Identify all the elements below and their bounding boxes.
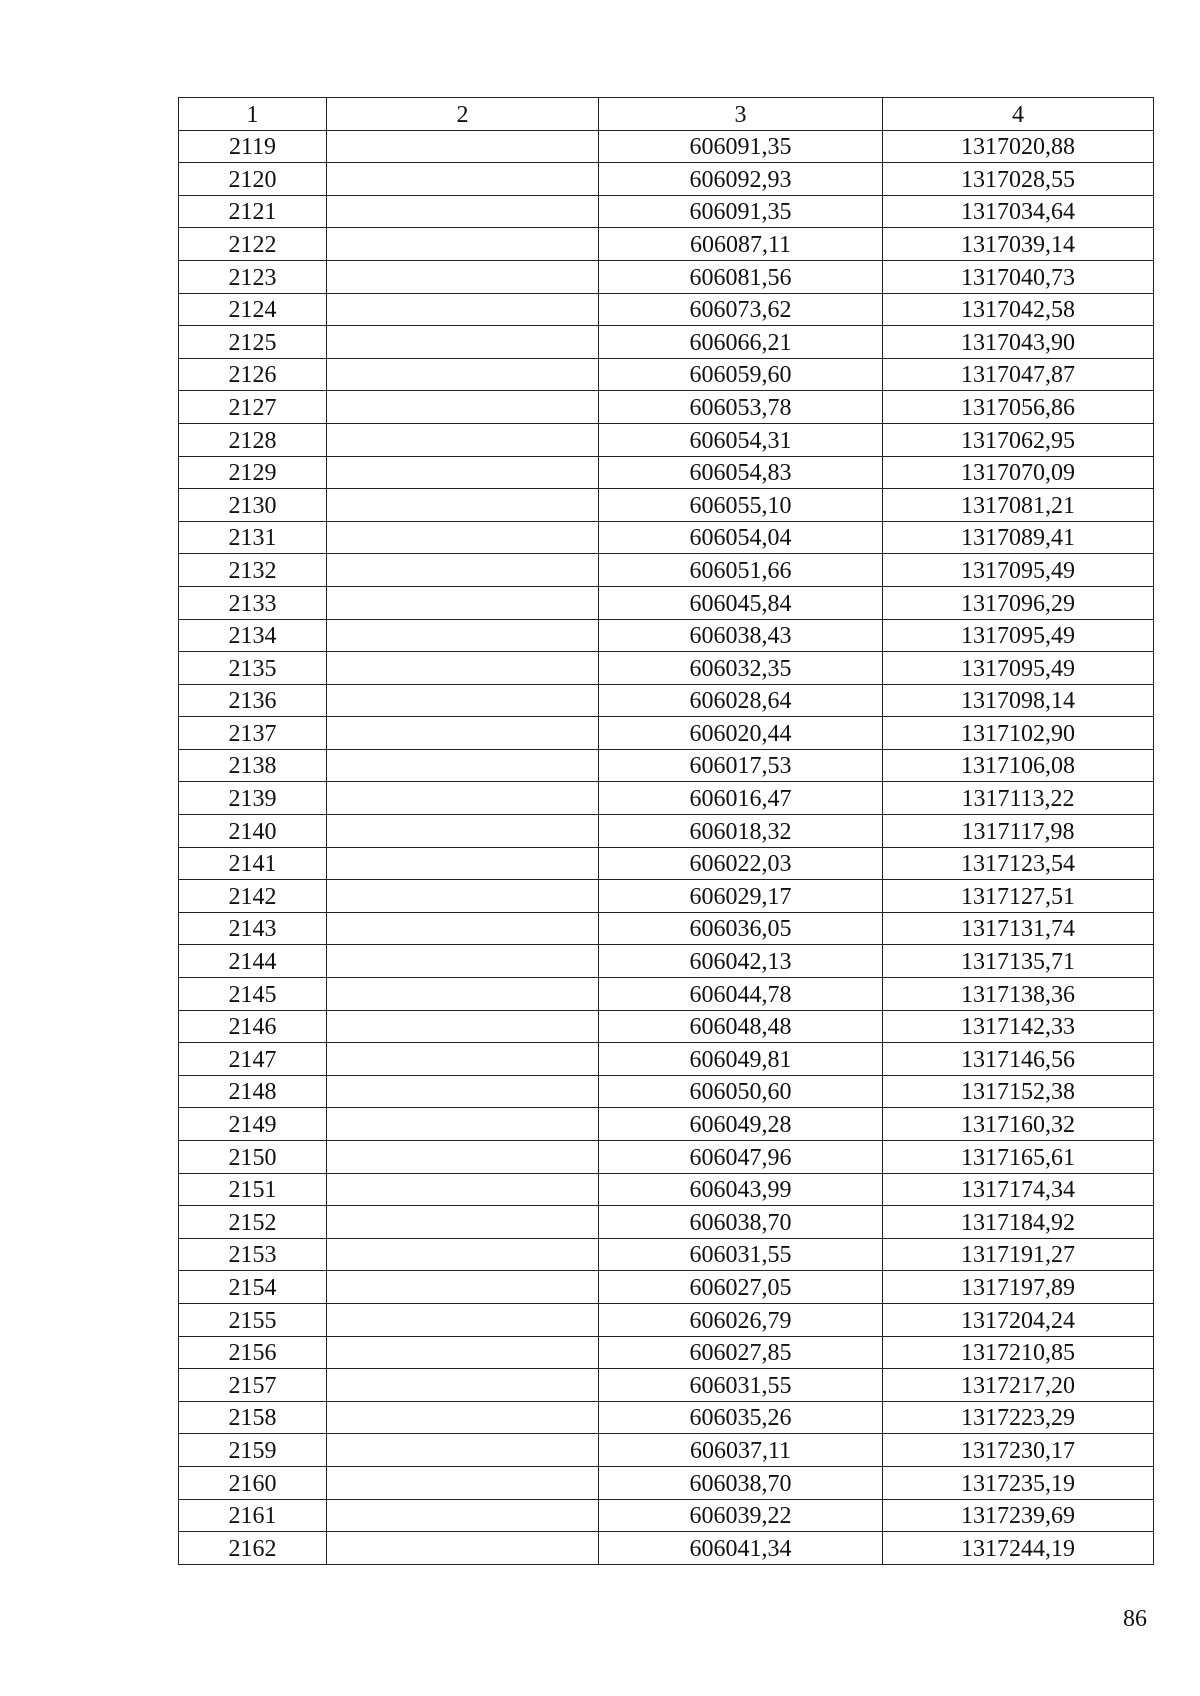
table-row xyxy=(179,1075,1154,1108)
point-number-cell: 2153 xyxy=(179,1238,327,1271)
table-row xyxy=(179,1173,1154,1206)
note-cell xyxy=(327,228,599,261)
y-coordinate-cell: 1317223,29 xyxy=(883,1401,1154,1434)
note-cell xyxy=(327,326,599,359)
note-cell xyxy=(327,195,599,228)
point-number-cell: 2140 xyxy=(179,815,327,848)
table-row xyxy=(179,1499,1154,1532)
x-coordinate-cell: 606066,21 xyxy=(599,326,883,359)
point-number-cell: 2119 xyxy=(179,130,327,163)
note-cell xyxy=(327,1108,599,1141)
y-coordinate-cell: 1317028,55 xyxy=(883,163,1154,196)
y-coordinate-cell: 1317142,33 xyxy=(883,1010,1154,1043)
point-number-cell: 2152 xyxy=(179,1206,327,1239)
table-row xyxy=(179,391,1154,424)
x-coordinate-cell: 606027,05 xyxy=(599,1271,883,1304)
note-cell xyxy=(327,782,599,815)
table-row xyxy=(179,423,1154,456)
y-coordinate-cell: 1317197,89 xyxy=(883,1271,1154,1304)
x-coordinate-cell: 606031,55 xyxy=(599,1369,883,1402)
note-cell xyxy=(327,293,599,326)
point-number-cell: 2143 xyxy=(179,912,327,945)
note-cell xyxy=(327,1173,599,1206)
point-number-cell: 2149 xyxy=(179,1108,327,1141)
table-row xyxy=(179,554,1154,587)
x-coordinate-cell: 606091,35 xyxy=(599,130,883,163)
y-coordinate-cell: 1317235,19 xyxy=(883,1466,1154,1499)
y-coordinate-cell: 1317098,14 xyxy=(883,684,1154,717)
point-number-cell: 2125 xyxy=(179,326,327,359)
point-number-cell: 2123 xyxy=(179,260,327,293)
y-coordinate-cell: 1317217,20 xyxy=(883,1369,1154,1402)
x-coordinate-cell: 606017,53 xyxy=(599,749,883,782)
y-coordinate-cell: 1317146,56 xyxy=(883,1043,1154,1076)
note-cell xyxy=(327,1532,599,1565)
table-row xyxy=(179,912,1154,945)
y-coordinate-cell: 1317095,49 xyxy=(883,619,1154,652)
point-number-cell: 2133 xyxy=(179,586,327,619)
table-row xyxy=(179,293,1154,326)
point-number-cell: 2154 xyxy=(179,1271,327,1304)
note-cell xyxy=(327,945,599,978)
x-coordinate-cell: 606016,47 xyxy=(599,782,883,815)
x-coordinate-cell: 606087,11 xyxy=(599,228,883,261)
note-cell xyxy=(327,652,599,685)
table-row xyxy=(179,456,1154,489)
note-cell xyxy=(327,456,599,489)
note-cell xyxy=(327,1434,599,1467)
point-number-cell: 2157 xyxy=(179,1369,327,1402)
x-coordinate-cell: 606032,35 xyxy=(599,652,883,685)
point-number-cell: 2160 xyxy=(179,1466,327,1499)
note-cell xyxy=(327,163,599,196)
table-row xyxy=(179,1369,1154,1402)
column-header-4: 4 xyxy=(883,98,1154,131)
table-row xyxy=(179,1434,1154,1467)
note-cell xyxy=(327,554,599,587)
point-number-cell: 2129 xyxy=(179,456,327,489)
note-cell xyxy=(327,391,599,424)
point-number-cell: 2134 xyxy=(179,619,327,652)
y-coordinate-cell: 1317070,09 xyxy=(883,456,1154,489)
note-cell xyxy=(327,1303,599,1336)
table-row xyxy=(179,749,1154,782)
table-row xyxy=(179,1271,1154,1304)
x-coordinate-cell: 606059,60 xyxy=(599,358,883,391)
table-row xyxy=(179,195,1154,228)
x-coordinate-cell: 606081,56 xyxy=(599,260,883,293)
note-cell xyxy=(327,749,599,782)
y-coordinate-cell: 1317160,32 xyxy=(883,1108,1154,1141)
note-cell xyxy=(327,1466,599,1499)
y-coordinate-cell: 1317204,24 xyxy=(883,1303,1154,1336)
point-number-cell: 2138 xyxy=(179,749,327,782)
y-coordinate-cell: 1317123,54 xyxy=(883,847,1154,880)
table-row xyxy=(179,782,1154,815)
point-number-cell: 2131 xyxy=(179,521,327,554)
table-row xyxy=(179,130,1154,163)
table-header-row xyxy=(179,98,1154,131)
column-header-2: 2 xyxy=(327,98,599,131)
y-coordinate-cell: 1317043,90 xyxy=(883,326,1154,359)
note-cell xyxy=(327,717,599,750)
y-coordinate-cell: 1317165,61 xyxy=(883,1141,1154,1174)
x-coordinate-cell: 606038,70 xyxy=(599,1466,883,1499)
point-number-cell: 2142 xyxy=(179,880,327,913)
x-coordinate-cell: 606048,48 xyxy=(599,1010,883,1043)
table-row xyxy=(179,586,1154,619)
point-number-cell: 2144 xyxy=(179,945,327,978)
note-cell xyxy=(327,1010,599,1043)
y-coordinate-cell: 1317117,98 xyxy=(883,815,1154,848)
table-row xyxy=(179,880,1154,913)
table-row xyxy=(179,1303,1154,1336)
table-row xyxy=(179,1401,1154,1434)
x-coordinate-cell: 606047,96 xyxy=(599,1141,883,1174)
y-coordinate-cell: 1317106,08 xyxy=(883,749,1154,782)
note-cell xyxy=(327,619,599,652)
x-coordinate-cell: 606073,62 xyxy=(599,293,883,326)
note-cell xyxy=(327,1141,599,1174)
x-coordinate-cell: 606055,10 xyxy=(599,489,883,522)
point-number-cell: 2137 xyxy=(179,717,327,750)
table-row xyxy=(179,1043,1154,1076)
point-number-cell: 2158 xyxy=(179,1401,327,1434)
y-coordinate-cell: 1317127,51 xyxy=(883,880,1154,913)
note-cell xyxy=(327,978,599,1011)
y-coordinate-cell: 1317138,36 xyxy=(883,978,1154,1011)
table-row xyxy=(179,228,1154,261)
point-number-cell: 2130 xyxy=(179,489,327,522)
y-coordinate-cell: 1317174,34 xyxy=(883,1173,1154,1206)
x-coordinate-cell: 606022,03 xyxy=(599,847,883,880)
y-coordinate-cell: 1317020,88 xyxy=(883,130,1154,163)
y-coordinate-cell: 1317102,90 xyxy=(883,717,1154,750)
point-number-cell: 2147 xyxy=(179,1043,327,1076)
point-number-cell: 2132 xyxy=(179,554,327,587)
y-coordinate-cell: 1317210,85 xyxy=(883,1336,1154,1369)
x-coordinate-cell: 606042,13 xyxy=(599,945,883,978)
point-number-cell: 2135 xyxy=(179,652,327,685)
table-row xyxy=(179,1206,1154,1239)
note-cell xyxy=(327,1238,599,1271)
x-coordinate-cell: 606028,64 xyxy=(599,684,883,717)
note-cell xyxy=(327,521,599,554)
y-coordinate-cell: 1317040,73 xyxy=(883,260,1154,293)
note-cell xyxy=(327,1369,599,1402)
y-coordinate-cell: 1317047,87 xyxy=(883,358,1154,391)
x-coordinate-cell: 606049,81 xyxy=(599,1043,883,1076)
y-coordinate-cell: 1317191,27 xyxy=(883,1238,1154,1271)
table-row xyxy=(179,260,1154,293)
note-cell xyxy=(327,1336,599,1369)
point-number-cell: 2146 xyxy=(179,1010,327,1043)
x-coordinate-cell: 606043,99 xyxy=(599,1173,883,1206)
table-row xyxy=(179,1336,1154,1369)
x-coordinate-cell: 606020,44 xyxy=(599,717,883,750)
note-cell xyxy=(327,847,599,880)
table-row xyxy=(179,1532,1154,1565)
x-coordinate-cell: 606026,79 xyxy=(599,1303,883,1336)
point-number-cell: 2121 xyxy=(179,195,327,228)
note-cell xyxy=(327,586,599,619)
point-number-cell: 2124 xyxy=(179,293,327,326)
x-coordinate-cell: 606037,11 xyxy=(599,1434,883,1467)
y-coordinate-cell: 1317096,29 xyxy=(883,586,1154,619)
x-coordinate-cell: 606041,34 xyxy=(599,1532,883,1565)
x-coordinate-cell: 606053,78 xyxy=(599,391,883,424)
x-coordinate-cell: 606038,70 xyxy=(599,1206,883,1239)
y-coordinate-cell: 1317244,19 xyxy=(883,1532,1154,1565)
x-coordinate-cell: 606036,05 xyxy=(599,912,883,945)
table-row xyxy=(179,619,1154,652)
x-coordinate-cell: 606054,83 xyxy=(599,456,883,489)
column-header-3: 3 xyxy=(599,98,883,131)
note-cell xyxy=(327,1075,599,1108)
x-coordinate-cell: 606035,26 xyxy=(599,1401,883,1434)
point-number-cell: 2161 xyxy=(179,1499,327,1532)
coordinates-table xyxy=(178,97,1154,1565)
x-coordinate-cell: 606054,31 xyxy=(599,423,883,456)
x-coordinate-cell: 606031,55 xyxy=(599,1238,883,1271)
note-cell xyxy=(327,1206,599,1239)
table-row xyxy=(179,1108,1154,1141)
x-coordinate-cell: 606092,93 xyxy=(599,163,883,196)
x-coordinate-cell: 606051,66 xyxy=(599,554,883,587)
table-row xyxy=(179,489,1154,522)
y-coordinate-cell: 1317034,64 xyxy=(883,195,1154,228)
table-row xyxy=(179,521,1154,554)
y-coordinate-cell: 1317089,41 xyxy=(883,521,1154,554)
column-header-1: 1 xyxy=(179,98,327,131)
note-cell xyxy=(327,815,599,848)
note-cell xyxy=(327,358,599,391)
table-row xyxy=(179,1010,1154,1043)
y-coordinate-cell: 1317230,17 xyxy=(883,1434,1154,1467)
note-cell xyxy=(327,423,599,456)
point-number-cell: 2139 xyxy=(179,782,327,815)
table-row xyxy=(179,358,1154,391)
note-cell xyxy=(327,912,599,945)
table-row xyxy=(179,1466,1154,1499)
table-row xyxy=(179,847,1154,880)
point-number-cell: 2128 xyxy=(179,423,327,456)
note-cell xyxy=(327,1401,599,1434)
x-coordinate-cell: 606045,84 xyxy=(599,586,883,619)
y-coordinate-cell: 1317042,58 xyxy=(883,293,1154,326)
point-number-cell: 2162 xyxy=(179,1532,327,1565)
note-cell xyxy=(327,1499,599,1532)
y-coordinate-cell: 1317184,92 xyxy=(883,1206,1154,1239)
table-row xyxy=(179,163,1154,196)
point-number-cell: 2126 xyxy=(179,358,327,391)
x-coordinate-cell: 606038,43 xyxy=(599,619,883,652)
x-coordinate-cell: 606027,85 xyxy=(599,1336,883,1369)
table-row xyxy=(179,1238,1154,1271)
y-coordinate-cell: 1317062,95 xyxy=(883,423,1154,456)
point-number-cell: 2127 xyxy=(179,391,327,424)
point-number-cell: 2156 xyxy=(179,1336,327,1369)
note-cell xyxy=(327,489,599,522)
page-number: 86 xyxy=(1123,1606,1147,1632)
point-number-cell: 2145 xyxy=(179,978,327,1011)
x-coordinate-cell: 606049,28 xyxy=(599,1108,883,1141)
note-cell xyxy=(327,130,599,163)
table-row xyxy=(179,815,1154,848)
x-coordinate-cell: 606044,78 xyxy=(599,978,883,1011)
x-coordinate-cell: 606050,60 xyxy=(599,1075,883,1108)
note-cell xyxy=(327,260,599,293)
point-number-cell: 2155 xyxy=(179,1303,327,1336)
point-number-cell: 2151 xyxy=(179,1173,327,1206)
y-coordinate-cell: 1317056,86 xyxy=(883,391,1154,424)
point-number-cell: 2120 xyxy=(179,163,327,196)
point-number-cell: 2148 xyxy=(179,1075,327,1108)
y-coordinate-cell: 1317135,71 xyxy=(883,945,1154,978)
x-coordinate-cell: 606039,22 xyxy=(599,1499,883,1532)
point-number-cell: 2150 xyxy=(179,1141,327,1174)
point-number-cell: 2122 xyxy=(179,228,327,261)
y-coordinate-cell: 1317131,74 xyxy=(883,912,1154,945)
point-number-cell: 2136 xyxy=(179,684,327,717)
x-coordinate-cell: 606029,17 xyxy=(599,880,883,913)
x-coordinate-cell: 606018,32 xyxy=(599,815,883,848)
y-coordinate-cell: 1317081,21 xyxy=(883,489,1154,522)
table-row xyxy=(179,684,1154,717)
table-row xyxy=(179,326,1154,359)
y-coordinate-cell: 1317239,69 xyxy=(883,1499,1154,1532)
y-coordinate-cell: 1317095,49 xyxy=(883,652,1154,685)
table-row xyxy=(179,717,1154,750)
table-row xyxy=(179,945,1154,978)
y-coordinate-cell: 1317113,22 xyxy=(883,782,1154,815)
table-row xyxy=(179,652,1154,685)
y-coordinate-cell: 1317095,49 xyxy=(883,554,1154,587)
y-coordinate-cell: 1317039,14 xyxy=(883,228,1154,261)
note-cell xyxy=(327,1271,599,1304)
point-number-cell: 2159 xyxy=(179,1434,327,1467)
x-coordinate-cell: 606054,04 xyxy=(599,521,883,554)
table-row xyxy=(179,978,1154,1011)
y-coordinate-cell: 1317152,38 xyxy=(883,1075,1154,1108)
table-body xyxy=(179,130,1154,1564)
note-cell xyxy=(327,1043,599,1076)
point-number-cell: 2141 xyxy=(179,847,327,880)
note-cell xyxy=(327,684,599,717)
x-coordinate-cell: 606091,35 xyxy=(599,195,883,228)
table-row xyxy=(179,1141,1154,1174)
note-cell xyxy=(327,880,599,913)
